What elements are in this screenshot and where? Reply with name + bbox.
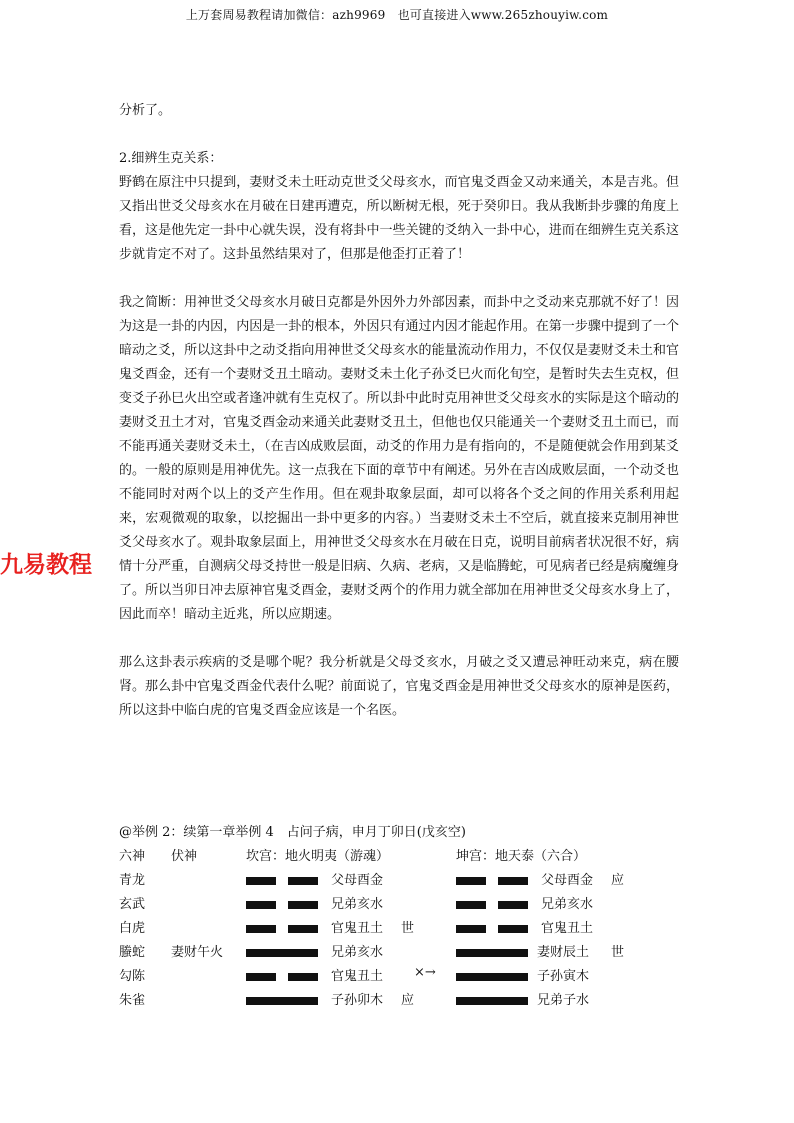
gua-line-row <box>0 917 794 941</box>
gua-line-row <box>0 989 794 1013</box>
main-line-mark: 世 <box>401 921 415 936</box>
gua-header-row <box>0 845 794 869</box>
gua-line-row <box>0 965 794 989</box>
changed-gua-yin-segment <box>498 877 528 885</box>
changed-line-label: 妻财辰土 <box>537 945 590 960</box>
main-line-mark: 应 <box>401 993 415 1008</box>
changed-line-label: 官鬼丑土 <box>541 921 594 936</box>
changed-gua-yang-line <box>456 997 528 1005</box>
liushen-label: 勾陈 <box>119 969 146 984</box>
liushen-label: 白虎 <box>119 921 146 936</box>
changed-line-label: 兄弟亥水 <box>541 897 594 912</box>
col-liushen-header: 六神 <box>119 849 146 864</box>
main-line-label: 子孙卯木 <box>331 993 384 1008</box>
changed-line-mark: 世 <box>611 945 625 960</box>
liushen-label: 青龙 <box>119 873 146 888</box>
main-gua-yin-segment <box>246 973 276 981</box>
article-body <box>119 99 679 723</box>
page-header: 上万套周易教程请加微信：azh9969 也可直接进入www.265zhouyiw.com <box>185 8 609 22</box>
main-line-label: 官鬼丑土 <box>331 921 384 936</box>
main-gua-yin-segment <box>288 877 318 885</box>
gua-line-row <box>0 941 794 965</box>
main-gua-yang-line <box>246 949 318 957</box>
main-gua-yin-segment <box>246 877 276 885</box>
main-gua-yin-segment <box>288 901 318 909</box>
changed-line-label: 兄弟子水 <box>537 993 590 1008</box>
paragraph-continuation: 分析了。 <box>119 103 172 118</box>
liushen-label: 玄武 <box>119 897 146 912</box>
main-line-label: 官鬼丑土 <box>331 969 384 984</box>
liushen-label: 螣蛇 <box>119 945 146 960</box>
main-gua-yin-segment <box>246 901 276 909</box>
changed-line-label: 子孙寅木 <box>537 969 590 984</box>
changed-gua-yin-segment <box>456 901 486 909</box>
paragraph: 我之简断：用神世爻父母亥水月破日克都是外因外力外部因素，而卦中之爻动来克那就不好了！因为这是一卦的内因，内因是一卦的根本，外因只有通过内因才能起作用。在第一步骤中提到了一个暗动之爻，所以这卦中之动爻指向用神世爻父母亥水的能量流动作用力，不仅仅是妻财爻未土和官鬼爻酉金，还有一个妻财爻丑土暗动。妻财爻未土化子孙爻巳火而化旬空，是暂时失去生克权，但变爻子孙巳火出空或者逢冲就有生克权了。所以卦中此时克用神世爻父母亥水的实际是这个暗动的妻财爻丑土才对，官鬼爻酉金动来通关此妻财爻丑土，但他也仅只能通关一个妻财爻丑土而已，而不能再通关妻财爻未土，（在吉凶成败层面，动爻的作用力是有指向的，不是随便就会作用到某爻的。一般的原则是用神优先。这一点我在下面的章节中有阐述。另外在吉凶成败层面，一个动爻也不能同时对两个以上的爻产生作用。但在观卦取象层面，却可以将各个爻之间的作用关系利用起来，宏观微观的取象，以挖掘出一卦中更多的内容。）当妻财爻未土不空后，就直接来克制用神世爻父母亥水了。观卦取象层面上，用神世爻父母亥水在月破在日克，说明目前病者状况很不好，病情十分严重，自测病父母爻持世一般是旧病、久病、老病，又是临腾蛇，可见病者已经是病魔缠身了。所以当卯日冲去原神官鬼爻酉金，妻财爻两个的作用力就全部加在用神世爻父母亥水身上了，因此而卒！暗动主近兆，所以应期速。 <box>119 295 679 622</box>
changed-line-label: 父母酉金 <box>541 873 594 888</box>
main-gua-yin-segment <box>246 925 276 933</box>
changed-gua-name: 坤宫：地天泰（六合） <box>456 849 587 864</box>
example-title: @举例 2：续第一章举例 4 占问子病，申月丁卯日(戊亥空) <box>119 825 466 840</box>
changed-line-mark: 应 <box>611 873 625 888</box>
fushen-label: 妻财午火 <box>171 945 224 960</box>
main-gua-yin-segment <box>288 925 318 933</box>
section-heading: 2.细辨生克关系： <box>119 151 223 166</box>
changed-gua-yang-line <box>456 949 528 957</box>
paragraph: 那么这卦表示疾病的爻是哪个呢？我分析就是父母爻亥水，月破之爻又遭忌神旺动来克，病在腰肾。那么卦中官鬼爻酉金代表什么呢？前面说了，官鬼爻酉金是用神世爻父母亥水的原神是医药，所以这卦中临白虎的官鬼爻酉金应该是一个名医。 <box>119 655 679 718</box>
liushen-label: 朱雀 <box>119 993 146 1008</box>
changed-gua-yang-line <box>456 973 528 981</box>
changed-gua-yin-segment <box>456 925 486 933</box>
watermark-logo: 九易教程 <box>0 552 92 578</box>
main-gua-name: 坎宫：地火明夷（游魂） <box>246 849 390 864</box>
main-line-label: 兄弟亥水 <box>331 945 384 960</box>
paragraph: 野鹤在原注中只提到，妻财爻未土旺动克世爻父母亥水，而官鬼爻酉金又动来通关，本是吉兆。但又指出世爻父母亥水在月破在日建再遭克，所以断树无根，死于癸卯日。我从我断卦步骤的角度上看，这是他先定一卦中心就失误，没有将卦中一些关键的爻纳入一卦中心，进而在细辨生克关系这步就肯定不对了。这卦虽然结果对了，但那是他歪打正着了！ <box>119 175 679 262</box>
changed-gua-yin-segment <box>498 901 528 909</box>
main-gua-yin-segment <box>288 973 318 981</box>
main-line-label: 兄弟亥水 <box>331 897 384 912</box>
main-gua-yang-line <box>246 997 318 1005</box>
gua-line-row <box>0 893 794 917</box>
changed-gua-yin-segment <box>456 877 486 885</box>
moving-line-arrow: ×→ <box>414 965 436 980</box>
main-line-label: 父母酉金 <box>331 873 384 888</box>
col-fushen-header: 伏神 <box>171 849 198 864</box>
changed-gua-yin-segment <box>498 925 528 933</box>
gua-line-row <box>0 869 794 893</box>
